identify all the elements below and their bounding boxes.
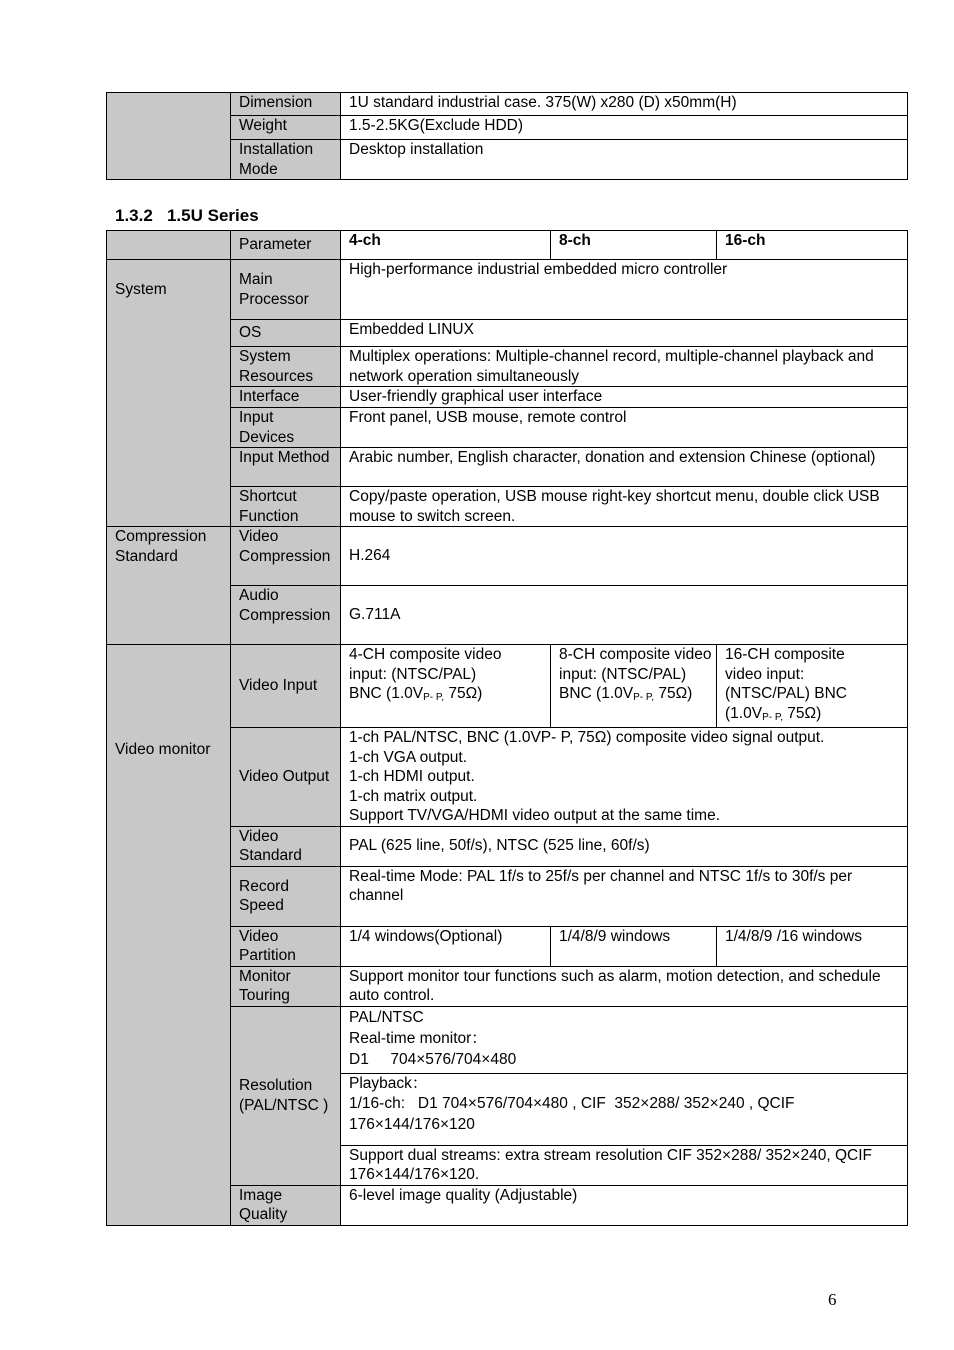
param-audio-compression: Audio Compression bbox=[231, 586, 341, 645]
vi4-line3: BNC ($1.0V_{P- P,}$ 75Ω) bbox=[349, 685, 483, 703]
vo-line1: 1-ch PAL/NTSC, BNC (1.0VP- P, 75Ω) composite video signal output. bbox=[349, 729, 825, 746]
vo-line5: Support TV/VGA/HDMI video output at the same time. bbox=[349, 807, 721, 824]
header-4ch: 4-ch bbox=[341, 231, 551, 260]
param-installation-mode: Installation Mode bbox=[231, 140, 341, 180]
header-16ch: 16-ch bbox=[717, 231, 908, 260]
param-resolution: Resolution (PAL/NTSC ) bbox=[231, 1006, 341, 1185]
param-video-input: Video Input bbox=[231, 645, 341, 728]
header-blank-cell bbox=[107, 231, 231, 260]
param-input-method: Input Method bbox=[231, 448, 341, 487]
res-playback-line2: 1/16-ch: D1 704×576/704×480 , CIF 352×288/ 352×240 , QCIF bbox=[349, 1095, 795, 1112]
vi4-line2: input: (NTSC/PAL) bbox=[349, 665, 477, 683]
top-spec-table bbox=[106, 92, 908, 180]
vo-line2: 1-ch VGA output. bbox=[349, 748, 468, 766]
section-heading: 1.3.2 1.5U Series bbox=[115, 206, 259, 225]
res-playback-line3: 176×144/176×120 bbox=[349, 1115, 475, 1133]
res-monitor-line1: PAL/NTSC bbox=[349, 1008, 424, 1026]
vi16-line2: video input: bbox=[725, 665, 805, 683]
param-video-standard: Video Standard bbox=[231, 826, 341, 866]
value-video-output bbox=[341, 728, 908, 827]
param-system-resources: System Resources bbox=[231, 347, 341, 387]
category-system: System bbox=[107, 260, 231, 527]
vi8-line2: input: (NTSC/PAL) bbox=[559, 665, 687, 683]
value-resolution-playback bbox=[341, 1073, 908, 1145]
value-video-input-16ch bbox=[717, 645, 908, 728]
param-os: OS bbox=[231, 320, 341, 347]
param-interface: Interface bbox=[231, 387, 341, 408]
value-record-speed: Real-time Mode: PAL 1f/s to 25f/s per channel and NTSC 1f/s to 30f/s per channel bbox=[341, 866, 908, 926]
param-input-devices: Input Devices bbox=[231, 408, 341, 448]
param-shortcut-function: Shortcut Function bbox=[231, 487, 341, 527]
param-record-speed: Record Speed bbox=[231, 866, 341, 926]
category-video-monitor: Video monitor bbox=[107, 645, 231, 1226]
header-8ch: 8-ch bbox=[551, 231, 717, 260]
vi16-line3: (NTSC/PAL) BNC bbox=[725, 685, 848, 702]
param-weight: Weight bbox=[231, 116, 341, 140]
category-compression: Compression Standard bbox=[107, 527, 231, 645]
value-video-standard: PAL (625 line, 50f/s), NTSC (525 line, 60f/s) bbox=[341, 826, 908, 866]
vi16-line4: ($1.0V_{P- P,}$ 75Ω) bbox=[725, 704, 822, 723]
param-video-partition: Video Partition bbox=[231, 926, 341, 966]
vo-line3: 1-ch HDMI output. bbox=[349, 768, 475, 785]
value-input-devices: Front panel, USB mouse, remote control bbox=[341, 408, 908, 448]
value-resolution-dual-stream: Support dual streams: extra stream resolution CIF 352×288/ 352×240, QCIF 176×144/176×120. bbox=[341, 1145, 908, 1185]
vo-line4: 1-ch matrix output. bbox=[349, 787, 478, 805]
param-main-processor: Main Processor bbox=[231, 260, 341, 320]
value-interface: User-friendly graphical user interface bbox=[341, 387, 908, 408]
value-video-partition-8ch: 1/4/8/9 windows bbox=[551, 926, 717, 966]
value-video-compression: H.264 bbox=[341, 527, 908, 586]
value-input-method: Arabic number, English character, donation and extension Chinese (optional) bbox=[341, 448, 908, 487]
page-number: 6 bbox=[828, 1290, 837, 1309]
vi8-line3: BNC ($1.0V_{P- P,}$ 75Ω) bbox=[559, 685, 693, 703]
res-monitor-line2: Real-time monitor： bbox=[349, 1029, 487, 1047]
value-video-input-4ch bbox=[341, 645, 551, 728]
spec-table bbox=[106, 230, 908, 1226]
param-video-output: Video Output bbox=[231, 728, 341, 827]
value-weight: 1.5-2.5KG(Exclude HDD) bbox=[341, 116, 908, 140]
value-video-partition-4ch: 1/4 windows(Optional) bbox=[341, 926, 551, 966]
param-image-quality: Image Quality bbox=[231, 1185, 341, 1225]
value-video-input-8ch bbox=[551, 645, 717, 728]
vi8-line1: 8-CH composite video bbox=[559, 646, 712, 663]
value-installation-mode: Desktop installation bbox=[341, 140, 908, 180]
value-monitor-touring: Support monitor tour functions such as alarm, motion detection, and schedule auto control. bbox=[341, 966, 908, 1006]
param-video-compression: Video Compression bbox=[231, 527, 341, 586]
vi4-line1: 4-CH composite video bbox=[349, 646, 502, 663]
blank-category-cell bbox=[107, 93, 231, 180]
header-row bbox=[107, 231, 908, 260]
value-image-quality: 6-level image quality (Adjustable) bbox=[341, 1185, 908, 1225]
param-dimension: Dimension bbox=[231, 93, 341, 116]
value-system-resources: Multiplex operations: Multiple-channel record, multiple-channel playback and network operation simultaneously bbox=[341, 347, 908, 387]
res-monitor-line3: D1 704×576/704×480 bbox=[349, 1050, 517, 1068]
value-os: Embedded LINUX bbox=[341, 320, 908, 347]
header-parameter: Parameter bbox=[231, 231, 341, 260]
value-audio-compression: G.711A bbox=[341, 586, 908, 645]
value-main-processor: High-performance industrial embedded micro controller bbox=[341, 260, 908, 320]
value-dimension: 1U standard industrial case. 375(W) x280 (D) x50mm(H) bbox=[341, 93, 908, 116]
value-shortcut-function: Copy/paste operation, USB mouse right-key shortcut menu, double click USB mouse to switch screen. bbox=[341, 487, 908, 527]
param-monitor-touring: Monitor Touring bbox=[231, 966, 341, 1006]
value-video-partition-16ch: 1/4/8/9 /16 windows bbox=[717, 926, 908, 966]
res-playback-line1: Playback： bbox=[349, 1074, 428, 1092]
vi16-line1: 16-CH composite bbox=[725, 646, 845, 663]
value-resolution-monitor bbox=[341, 1006, 908, 1073]
